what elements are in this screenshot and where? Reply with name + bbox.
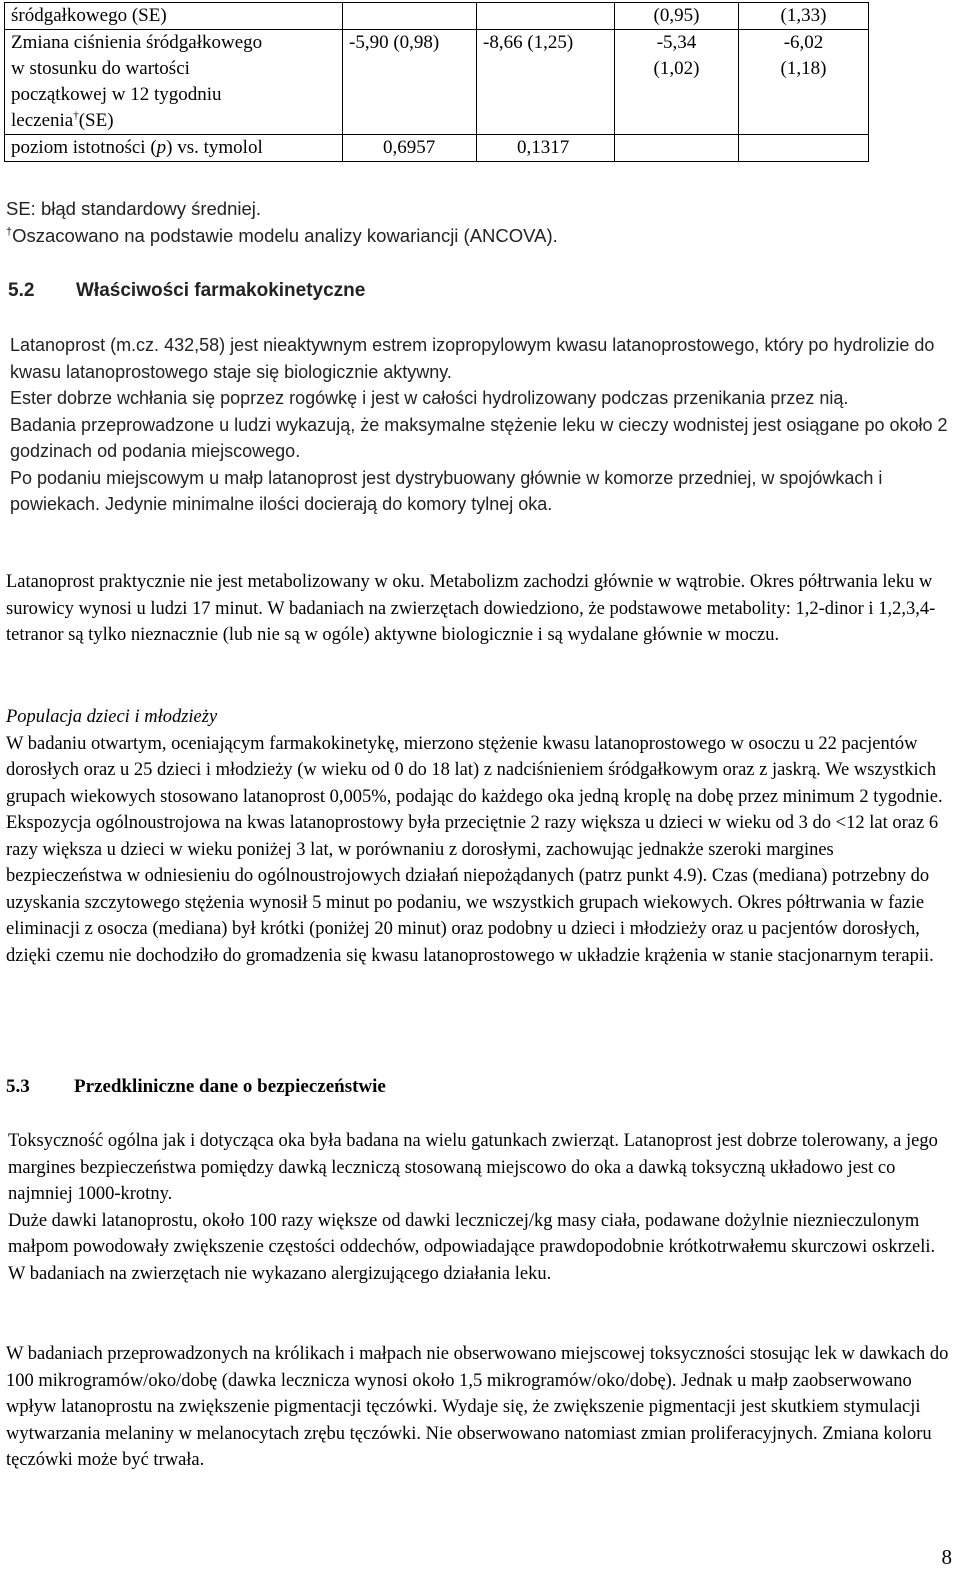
table-cell <box>739 135 869 162</box>
paragraph: Po podaniu miejscowym u małp latanoprost jest dystrybuowany głównie w komorze przedniej, w spojówkach i powiekach. Jedynie minimalne ilości docierają do komory tylnej oka. <box>10 467 883 514</box>
table-cell: (1,33) <box>739 3 869 30</box>
table-cell <box>477 3 615 30</box>
pediatric-section <box>6 704 952 969</box>
table-footnotes <box>6 196 952 249</box>
paragraph: Latanoprost praktycznie nie jest metabolizowany w oku. Metabolizm zachodzi głównie w wątrobie. Okres półtrwania leku w surowicy wynosi u ludzi 17 minut. W badaniach na zwierzętach dowiedziono, że podstawowe metabolity: 1,2-dinor i 1,2,3,4-tetranor są tylko nieznacznie (lub nie są w ogóle) aktywne biologicznie i są wydalane głównie w moczu. <box>6 572 936 645</box>
table-cell: -8,66 (1,25) <box>477 30 615 135</box>
table-cell <box>343 3 477 30</box>
results-table <box>4 2 869 162</box>
paragraph: W badaniach przeprowadzonych na królikach i małpach nie obserwowano miejscowej toksyczności stosując lek w dawkach do 100 mikrogramów/oko/dobę (dawka lecznicza wynosi około 1,5 mikrogramów/oko/dobę). Jednak u małp zaobserwowano wpływ latanoprostu na zwiększenie pigmentacji tęczówki. Wydaje się, że zwiększenie pigmentacji jest skutkiem stymulacji wytwarzania melaniny w melanocytach zrębu tęczówki. Nie obserwowano natomiast zmian proliferacyjnych. Zmiana koloru tęczówki może być trwała. <box>6 1344 949 1470</box>
paragraph: W badaniu otwartym, oceniającym farmakokinetykę, mierzono stężenie kwasu latanoprostowego w osoczu u 22 pacjentów dorosłych oraz u 25 dzieci i młodzieży (w wieku od 0 do 18 lat) z nadciśnieniem śródgałkowym oraz z jaskrą. We wszystkich grupach wiekowych stosowano latanoprost 0,005%, podając do każdego oka jedną kroplę na dobę przez minimum 2 tygodnie. Ekspozycja ogólnoustrojowa na kwas latanoprostowy była przeciętnie 2 razy większa u dzieci w wieku od 3 do <12 lat oraz 6 razy większa u dzieci w wieku poniżej 3 lat, w porównaniu z dorosłymi, zachowując jednakże szeroki margines bezpieczeństwa w odniesieniu do ogólnoustrojowych działań niepożądanych (patrz punkt 4.9). Czas (mediana) potrzebny do uzyskania szczytowego stężenia wynosił 5 minut po podaniu, we wszystkich grupach wiekowych. Okres półtrwania w fazie eliminacji z osocza (mediana) był krótki (poniżej 20 minut) oraz podobny u dzieci i młodzieży oraz u pacjentów dorosłych, dzięki czemu nie dochodziło do gromadzenia się kwasu latanoprostowego w układzie krążenia w stanie stacjonarnym terapii. <box>6 733 943 966</box>
table-cell: -5,34 (1,02) <box>615 30 739 135</box>
subsection-title: Populacja dzieci i młodzieży <box>6 707 218 727</box>
table-cell <box>615 135 739 162</box>
pk-absorption-text <box>10 332 954 518</box>
table-cell-label: śródgałkowego (SE) <box>5 3 343 30</box>
table-cell: -6,02 (1,18) <box>739 30 869 135</box>
paragraph: Duże dawki latanoprostu, około 100 razy większe od dawki leczniczej/kg masy ciała, podawane dożylnie nieznieczulonym małpom powodowały zwiększenie częstości oddechów, odpowiadające prawdopodobnie krótkotrwałemu skurczowi oskrzeli. W badaniach na zwierzętach nie wykazano alergizującego działania leku. <box>8 1210 936 1284</box>
page-number: 8 <box>941 1545 952 1569</box>
table-cell-label: Zmiana ciśnienia śródgałkowego w stosunku do wartości początkowej w 12 tygodniu leczenia†(SE) <box>5 30 343 135</box>
paragraph: Toksyczność ogólna jak i dotycząca oka była badana na wielu gatunkach zwierząt. Latanoprost jest dobrze tolerowany, a jego margines bezpieczeństwa pomiędzy dawką leczniczą stosowaną miejscowo do oka a dawką toksyczną układowo jest co najmniej 1000-krotny. <box>8 1131 938 1204</box>
section-heading-5-3: 5.3 Przedkliniczne dane o bezpieczeństwie <box>6 1076 386 1097</box>
preclinical-text-1 <box>8 1128 952 1287</box>
paragraph: Ester dobrze wchłania się poprzez rogówkę i jest w całości hydrolizowany podczas przenikania przez nią. <box>10 388 849 408</box>
table-row <box>5 135 869 162</box>
pk-metabolism-text <box>6 569 952 649</box>
footnote-se: SE: błąd standardowy średniej. <box>6 198 262 219</box>
table-cell: 0,1317 <box>477 135 615 162</box>
preclinical-text-2 <box>6 1341 952 1474</box>
table-cell-label: poziom istotności (p) vs. tymolol <box>5 135 343 162</box>
table-row <box>5 30 869 135</box>
dagger-mark: † <box>73 109 79 122</box>
paragraph: Latanoprost (m.cz. 432,58) jest nieaktywnym estrem izopropylowym kwasu latanoprostowego, który po hydrolizie do kwasu latanoprostowego staje się biologicznie aktywny. <box>10 335 935 382</box>
footnote-ancova: †Oszacowano na podstawie modelu analizy kowariancji (ANCOVA). <box>6 224 558 246</box>
section-heading-5-2: 5.2 Właściwości farmakokinetyczne <box>8 280 366 301</box>
table-cell: 0,6957 <box>343 135 477 162</box>
table-row <box>5 3 869 30</box>
table-cell: (0,95) <box>615 3 739 30</box>
table-cell: -5,90 (0,98) <box>343 30 477 135</box>
paragraph: Badania przeprowadzone u ludzi wykazują, że maksymalne stężenie leku w cieczy wodnistej jest osiągane po około 2 godzinach od podania miejscowego. <box>10 414 948 461</box>
